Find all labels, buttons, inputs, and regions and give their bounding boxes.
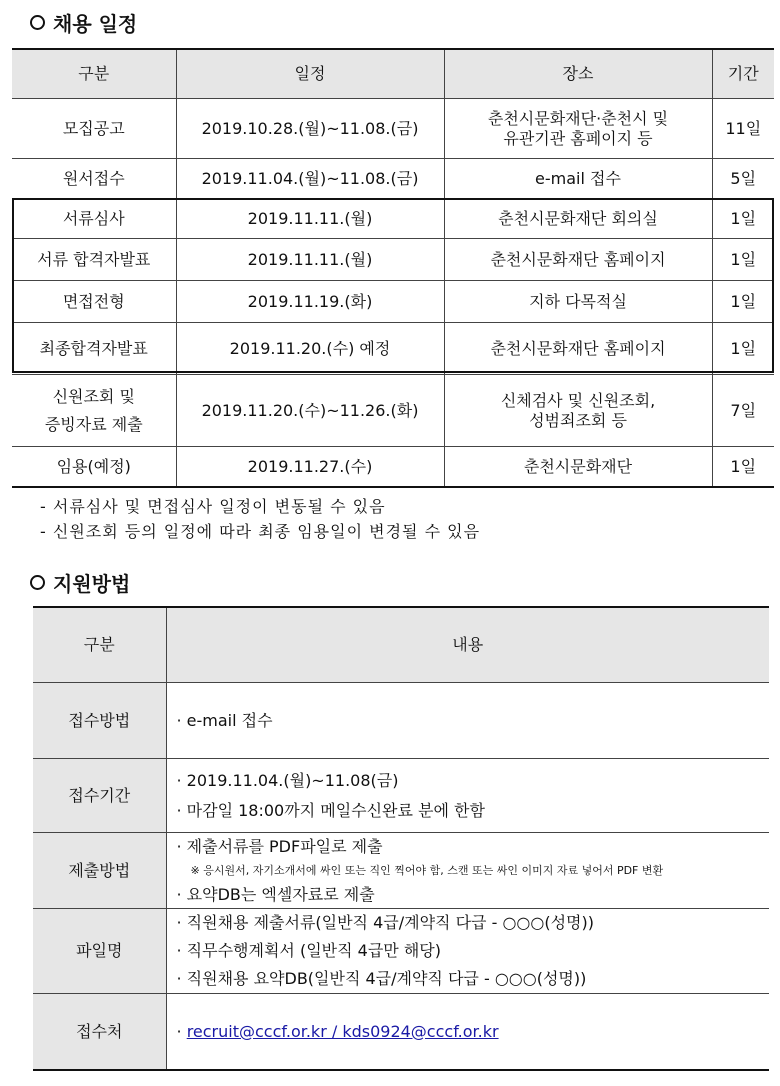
period-line: · 마감일 18:00까지 메일수신완료 분에 한함 xyxy=(176,800,485,820)
row-label: 접수기간 xyxy=(33,759,166,833)
row-category: 모집공고 xyxy=(12,99,176,159)
method-line: · e-mail 접수 xyxy=(176,710,273,730)
place-line: 성범죄조회 등 xyxy=(529,410,627,430)
submit-line: · 요약DB는 엑셀자료로 제출 xyxy=(176,884,375,904)
circle-bullet-icon xyxy=(30,15,45,30)
row-value xyxy=(166,759,769,833)
place-line: 유관기관 홈페이지 등 xyxy=(503,128,653,148)
note-line: - 신원조회 등의 일정에 따라 최종 임용일이 변경될 수 있음 xyxy=(40,522,481,541)
table-row xyxy=(33,683,769,759)
row-category: 서류 합격자발표 xyxy=(12,239,176,281)
table-row xyxy=(12,281,774,323)
submit-line: · 제출서류를 PDF파일로 제출 xyxy=(176,836,383,856)
row-duration: 1일 xyxy=(712,239,774,281)
row-label: 제출방법 xyxy=(33,833,166,909)
file-line: · 직무수행계획서 (일반직 4급만 해당) xyxy=(176,941,441,960)
schedule-table xyxy=(12,48,774,488)
header-category: 구분 xyxy=(33,607,166,683)
period-line: · 2019.11.04.(월)~11.08(금) xyxy=(176,770,399,790)
row-place: 지하 다목적실 xyxy=(444,281,712,323)
place-line: 춘천시문화재단·춘천시 및 xyxy=(487,109,669,129)
row-duration: 5일 xyxy=(712,159,774,199)
row-place xyxy=(444,99,712,159)
header-duration: 기간 xyxy=(712,49,774,99)
table-row xyxy=(12,99,774,159)
row-category: 신원조회 및 증빙자료 제출 xyxy=(12,375,176,447)
apply-table xyxy=(33,606,769,1071)
table-row xyxy=(33,909,769,994)
table-row xyxy=(33,759,769,833)
circle-bullet-icon xyxy=(30,575,45,590)
file-line: · 직원채용 제출서류(일반직 4급/계약직 다급 - ○○○(성명)) xyxy=(176,913,594,932)
row-category: 임용(예정) xyxy=(12,447,176,487)
row-category: 원서접수 xyxy=(62,169,125,189)
row-date: 2019.11.11.(월) xyxy=(176,239,444,281)
row-place: 춘천시문화재단 홈페이지 xyxy=(444,323,712,375)
note-line: - 서류심사 및 면접심사 일정이 변동될 수 있음 xyxy=(40,497,386,516)
row-category: 서류심사 xyxy=(12,199,176,239)
row-duration: 11일 xyxy=(712,99,774,159)
table-row xyxy=(33,994,769,1070)
table-row xyxy=(12,159,774,199)
row-date: 2019.10.28.(월)~11.08.(금) xyxy=(176,99,444,159)
row-category: 면접전형 xyxy=(12,281,176,323)
email-link[interactable]: recruit@cccf.or.kr / kds0924@cccf.or.kr xyxy=(186,1021,499,1041)
row-place: 춘천시문화재단 xyxy=(444,447,712,487)
row-date: 2019.11.19.(화) xyxy=(176,281,444,323)
row-date: 2019.11.27.(수) xyxy=(176,447,444,487)
row-label: 접수처 xyxy=(33,994,166,1070)
section-title-schedule xyxy=(30,8,137,37)
table-row xyxy=(33,833,769,909)
row-date: 2019.11.11.(월) xyxy=(176,199,444,239)
row-duration: 1일 xyxy=(712,323,774,375)
apply-header-row xyxy=(33,607,769,683)
header-content: 내용 xyxy=(166,607,769,683)
row-value xyxy=(166,994,769,1070)
row-place: 춘천시문화재단 홈페이지 xyxy=(444,239,712,281)
header-date: 일정 xyxy=(176,49,444,99)
row-duration: 7일 xyxy=(712,375,774,447)
section-title-text: 채용 일정 xyxy=(53,12,138,36)
row-category: 최종합격자발표 xyxy=(12,323,176,375)
schedule-header-row xyxy=(12,49,774,99)
table-row xyxy=(12,199,774,239)
row-value xyxy=(166,909,769,994)
row-value xyxy=(166,683,769,759)
row-place: e-mail 접수 xyxy=(444,159,712,199)
section-title-text: 지원방법 xyxy=(53,572,131,596)
row-date: 2019.11.20.(수)~11.26.(화) xyxy=(176,375,444,447)
file-line: · 직원채용 요약DB(일반직 4급/계약직 다급 - ○○○(성명)) xyxy=(176,969,587,988)
header-category: 구분 xyxy=(12,49,176,99)
schedule-notes xyxy=(40,494,480,544)
table-row xyxy=(12,447,774,487)
row-duration: 1일 xyxy=(712,447,774,487)
row-date: 2019.11.04.(월)~11.08.(금) xyxy=(176,159,444,199)
submit-note: ※ 응시원서, 자기소개서에 싸인 또는 직인 찍어야 함, 스캔 또는 싸인 이미지 자료 넣어서 PDF 변환 xyxy=(190,863,664,877)
dest-bullet: · xyxy=(176,1021,182,1041)
row-date: 2019.11.20.(수) 예정 xyxy=(176,323,444,375)
section-title-apply xyxy=(30,568,130,597)
table-row xyxy=(12,323,774,375)
row-duration: 1일 xyxy=(712,281,774,323)
table-row xyxy=(12,375,774,447)
row-label: 파일명 xyxy=(33,909,166,994)
row-label: 접수방법 xyxy=(33,683,166,759)
row-place xyxy=(444,375,712,447)
row-duration: 1일 xyxy=(712,199,774,239)
place-line: 신체검사 및 신원조회, xyxy=(500,391,656,411)
table-row xyxy=(12,239,774,281)
row-value xyxy=(166,833,769,909)
header-place: 장소 xyxy=(444,49,712,99)
row-place: 춘천시문화재단 회의실 xyxy=(444,199,712,239)
